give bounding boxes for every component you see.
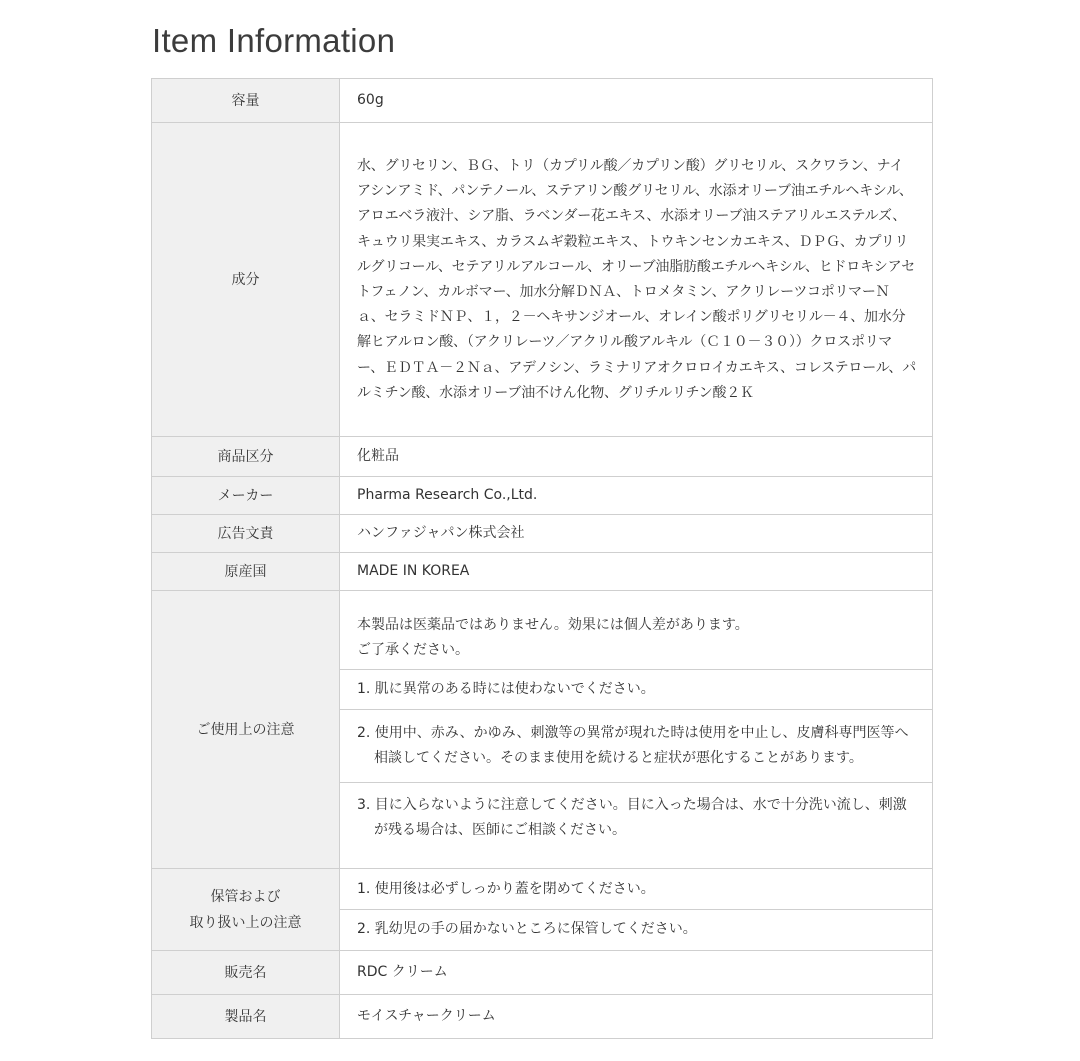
row-value xyxy=(340,515,933,553)
table-row-origin xyxy=(152,553,933,591)
product-name-value: モイスチャークリーム xyxy=(357,1008,496,1024)
cautions-item-1: 1. 肌に異常のある時には使わないでください。 xyxy=(340,669,932,709)
origin-value: MADE IN KOREA xyxy=(357,563,470,579)
row-label: 容量 xyxy=(152,79,340,123)
table-row-cautions xyxy=(152,591,933,869)
storage-item-1: 1. 使用後は必ずしっかり蓋を閉めてください。 xyxy=(357,881,655,897)
cautions-intro-line2: ご了承ください。 xyxy=(357,641,469,658)
table-row-product-name xyxy=(152,995,933,1039)
table-row-capacity xyxy=(152,79,933,123)
row-value xyxy=(340,477,933,515)
row-label: メーカー xyxy=(152,477,340,515)
cautions-intro xyxy=(340,607,932,669)
maker-value: Pharma Research Co.,Ltd. xyxy=(357,487,538,503)
ingredients-value: 水、グリセリン、ＢＧ、トリ（カプリル酸／カプリン酸）グリセリル、スクワラン、ナイアシンアミド、パンテノール、ステアリン酸グリセリル、水添オリーブ油エチルヘキシル、アロエベラ液汁、シア脂、ラベンダー花エキス、水添オリーブ油ステアリルエステルズ、キュウリ果実エキス、カラスムギ穀粒エキス、トウキンセンカエキス、ＤＰＧ、カプリリルグリコール、セテアリルアルコール、オリーブ油脂肪酸エチルヘキシル、ヒドロキシアセトフェノン、カルボマー、加水分解ＤＮＡ、トロメタミン、アクリレーツコポリマーＮａ、セラミドＮＰ、１，２－ヘキサンジオール、オレイン酸ポリグリセリル－４、加水分解ヒアルロン酸、（アクリレーツ／アクリル酸アルキル（Ｃ１０－３０））クロスポリマー、ＥＤＴＡ－２Ｎａ、アデノシン、ラミナリアオクロロイカエキス、コレステロール、パルミチン酸、水添オリーブ油不けん化物、グリチルリチン酸２Ｋ xyxy=(357,157,917,401)
item-info-table xyxy=(151,78,933,1039)
table-row-storage xyxy=(152,869,933,951)
cautions-intro-line1: 本製品は医薬品ではありません。効果には個人差があります。 xyxy=(357,616,749,633)
table-row-maker xyxy=(152,477,933,515)
row-label: 成分 xyxy=(152,123,340,437)
row-label: 広告文責 xyxy=(152,515,340,553)
row-label: 販売名 xyxy=(152,951,340,995)
storage-label-line2: 取り扱い上の注意 xyxy=(189,914,302,931)
row-value xyxy=(340,79,933,123)
cautions-item-3: 3. 目に入らないように注意してください。目に入った場合は、水で十分洗い流し、刺激が残る場合は、医師にご相談ください。 xyxy=(340,782,932,853)
cautions-item-2: 2. 使用中、赤み、かゆみ、刺激等の異常が現れた時は使用を中止し、皮膚科専門医等へ相談してください。そのまま使用を続けると症状が悪化することがあります。 xyxy=(340,709,932,782)
table-row-category xyxy=(152,437,933,477)
row-label xyxy=(152,869,340,951)
category-value: 化粧品 xyxy=(357,448,399,464)
page-title: Item Information xyxy=(152,22,396,59)
capacity-value: 60g xyxy=(357,92,384,108)
table-row-sales-name xyxy=(152,951,933,995)
storage-item-2: 2. 乳幼児の手の届かないところに保管してください。 xyxy=(340,909,932,949)
row-label: 商品区分 xyxy=(152,437,340,477)
storage-label-line1: 保管および xyxy=(210,888,281,905)
row-label: ご使用上の注意 xyxy=(152,591,340,869)
row-value xyxy=(340,123,933,437)
row-label: 製品名 xyxy=(152,995,340,1039)
row-value xyxy=(340,437,933,477)
row-label: 原産国 xyxy=(152,553,340,591)
sales-name-value: RDC クリーム xyxy=(357,964,448,980)
row-value xyxy=(340,591,933,869)
advertiser-value: ハンファジャパン株式会社 xyxy=(357,525,525,541)
row-value xyxy=(340,951,933,995)
row-value xyxy=(340,869,933,951)
table-row-advertiser xyxy=(152,515,933,553)
row-value xyxy=(340,995,933,1039)
table-row-ingredients xyxy=(152,123,933,437)
row-value xyxy=(340,553,933,591)
